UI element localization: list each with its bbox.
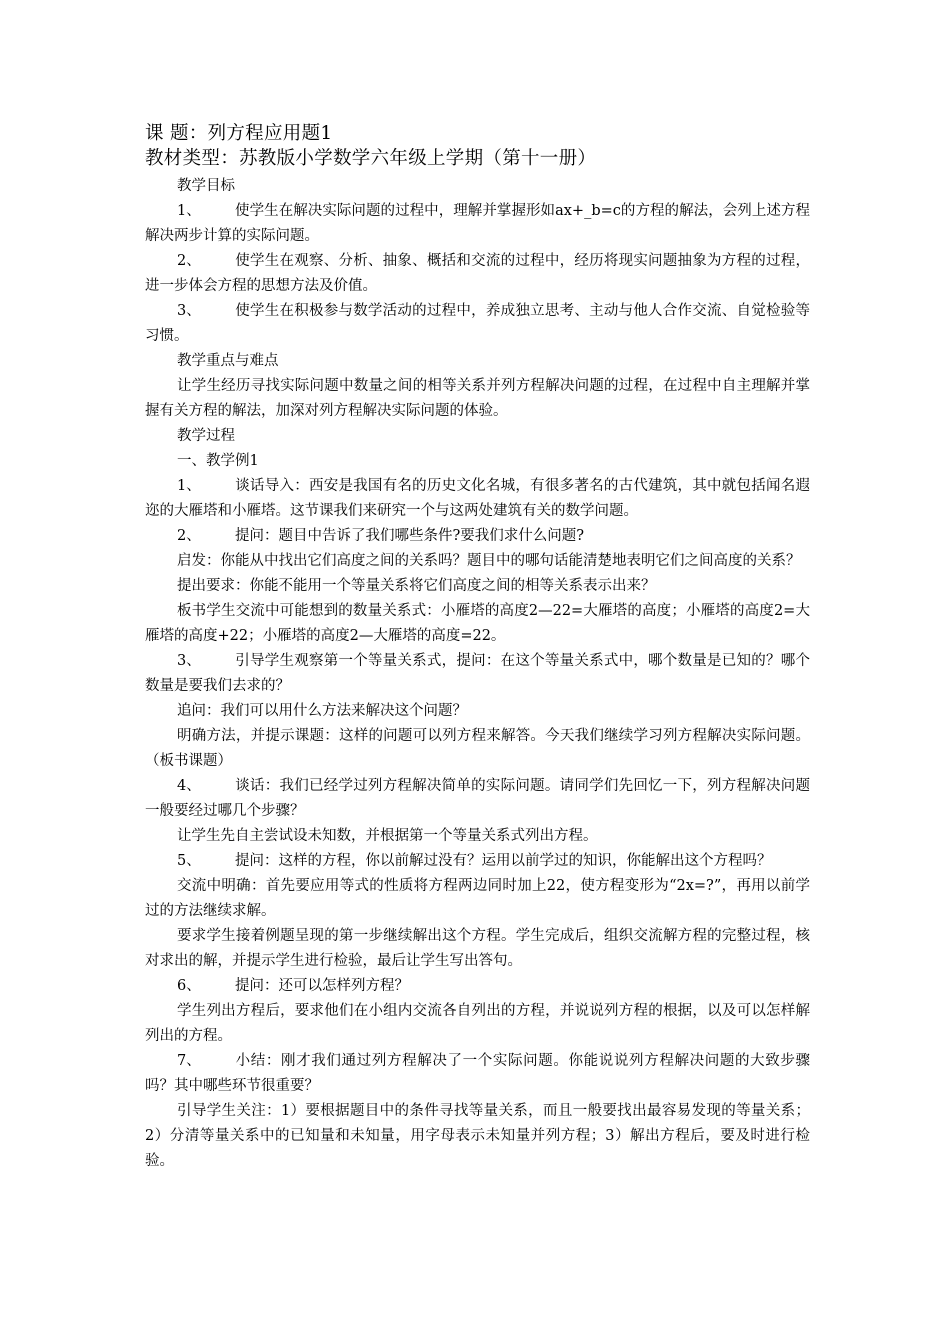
objective-item: 2、 使学生在观察、分析、抽象、概括和交流的过程中，经历将现实问题抽象为方程的过程，进一步体会方程的思想方法及价值。 — [145, 253, 810, 294]
lesson-title: 课 题：列方程应用题1 — [145, 123, 333, 144]
step-paragraph: 1、 谈话导入：西安是我国有名的历史文化名城，有很多著名的古代建筑，其中就包括闻名遐迩的大雁塔和小雁塔。这节课我们来研究一个与这两处建筑有关的数学问题。 — [145, 478, 810, 519]
step-paragraph: 提出要求：你能不能用一个等量关系将它们高度之间的相等关系表示出来？ — [177, 578, 656, 594]
step-paragraph: 追问：我们可以用什么方法来解决这个问题？ — [177, 703, 467, 719]
step-paragraph: 3、 引导学生观察第一个等量关系式，提问：在这个等量关系式中，哪个数量是已知的？哪个数量是要我们去求的？ — [145, 653, 810, 694]
key-points-text: 让学生经历寻找实际问题中数量之间的相等关系并列方程解决问题的过程，在过程中自主理解并掌握有关方程的解法，加深对列方程解决实际问题的体验。 — [145, 378, 810, 419]
section-heading: 一、教学例1 — [177, 453, 259, 469]
step-paragraph: 学生列出方程后，要求他们在小组内交流各自列出的方程，并说说列方程的根据，以及可以怎样解列出的方程。 — [145, 1003, 810, 1044]
step-paragraph: 让学生先自主尝试设未知数，并根据第一个等量关系式列出方程。 — [177, 828, 598, 844]
step-paragraph: 4、 谈话：我们已经学过列方程解决简单的实际问题。请同学们先回忆一下，列方程解决问题一般要经过哪几个步骤？ — [145, 778, 810, 819]
step-paragraph: 要求学生接着例题呈现的第一步继续解出这个方程。学生完成后，组织交流解方程的完整过程，核对求出的解，并提示学生进行检验，最后让学生写出答句。 — [145, 928, 810, 969]
step-paragraph: 6、 提问：还可以怎样列方程？ — [177, 978, 409, 994]
step-paragraph: 2、 提问：题目中告诉了我们哪些条件?要我们求什么问题? — [177, 528, 585, 544]
step-paragraph: 引导学生关注：1）要根据题目中的条件寻找等量关系，而且一般要找出最容易发现的等量关系；2）分清等量关系中的已知量和未知量，用字母表示未知量并列方程；3）解出方程后，要及时进行检验。 — [145, 1103, 810, 1169]
material-type: 教材类型：苏教版小学数学六年级上学期（第十一册） — [145, 148, 597, 169]
document-page — [145, 122, 810, 1174]
step-paragraph: 交流中明确：首先要应用等式的性质将方程两边同时加上22，使方程变形为“2x=?”，再用以前学过的方法继续求解。 — [145, 878, 810, 919]
objective-item: 1、 使学生在解决实际问题的过程中，理解并掌握形如ax+_b=c的方程的解法，会列上述方程解决两步计算的实际问题。 — [145, 203, 810, 244]
step-paragraph: 5、 提问：这样的方程，你以前解过没有？运用以前学过的知识，你能解出这个方程吗？ — [177, 853, 772, 869]
objective-item: 3、 使学生在积极参与数学活动的过程中，养成独立思考、主动与他人合作交流、自觉检验等习惯。 — [145, 303, 810, 344]
step-paragraph: 板书学生交流中可能想到的数量关系式：小雁塔的高度2—22=大雁塔的高度；小雁塔的高度2=大雁塔的高度+22；小雁塔的高度2—大雁塔的高度=22。 — [145, 603, 810, 644]
step-paragraph: 启发：你能从中找出它们高度之间的关系吗？题目中的哪句话能清楚地表明它们之间高度的关系？ — [177, 553, 801, 569]
objectives-heading: 教学目标 — [177, 178, 235, 194]
process-heading: 教学过程 — [177, 428, 235, 444]
key-points-heading: 教学重点与难点 — [177, 353, 279, 369]
step-paragraph: 7、 小结：刚才我们通过列方程解决了一个实际问题。你能说说列方程解决问题的大致步骤吗？其中哪些环节很重要？ — [145, 1053, 810, 1094]
step-paragraph: 明确方法，并提示课题：这样的问题可以列方程来解答。今天我们继续学习列方程解决实际问题。（板书课题） — [145, 728, 810, 769]
